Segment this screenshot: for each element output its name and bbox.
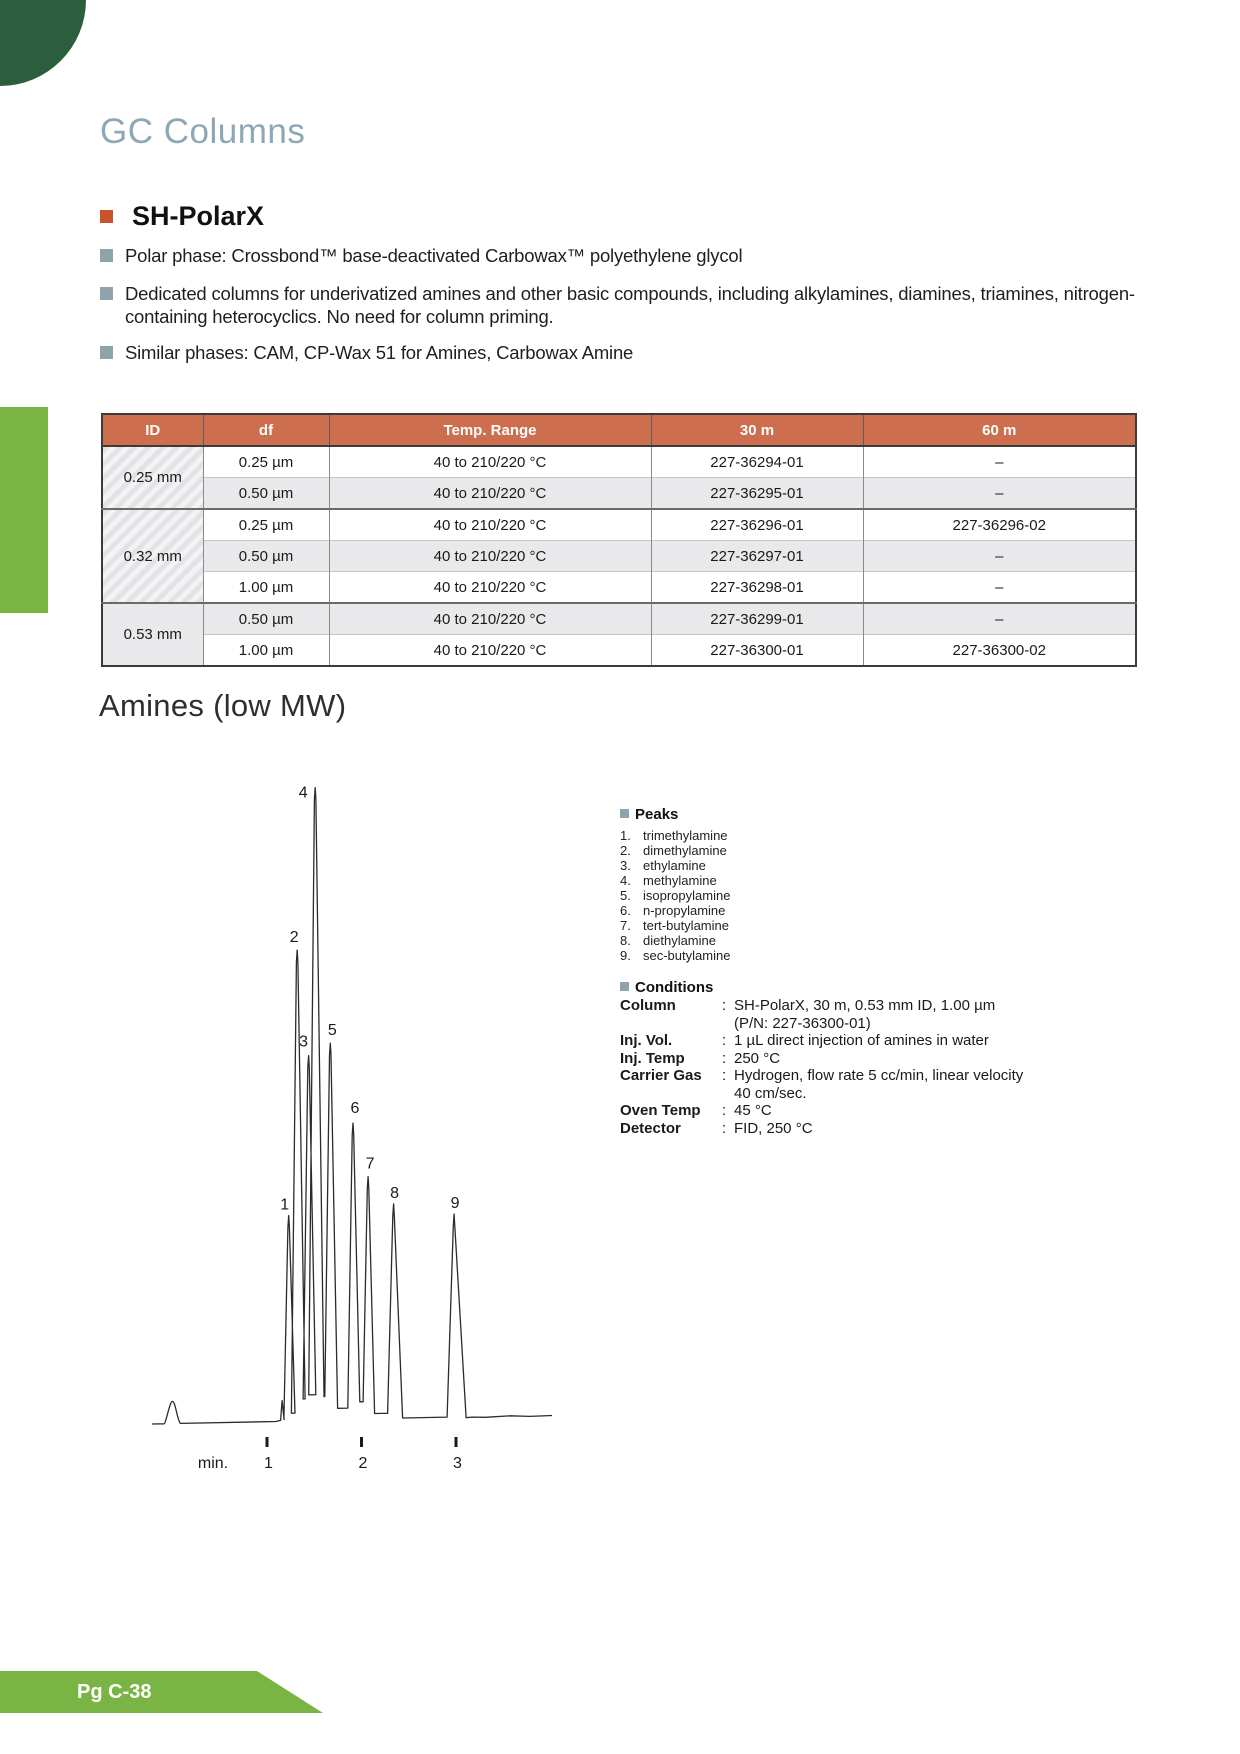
condition-row — [620, 1050, 1023, 1068]
pn-60m-cell: – — [863, 572, 1136, 604]
id-cell: 0.32 mm — [102, 509, 203, 603]
temp-cell: 40 to 210/220 °C — [329, 509, 651, 541]
pn-60m-cell: – — [863, 446, 1136, 478]
peak-number-label: 7 — [365, 1155, 375, 1173]
pn-30m-cell: 227-36297-01 — [651, 541, 863, 572]
pn-60m-cell: 227-36300-02 — [863, 635, 1136, 667]
condition-value: Hydrogen, flow rate 5 cc/min, linear velocity — [734, 1067, 1024, 1084]
id-cell: 0.53 mm — [102, 603, 203, 666]
pn-30m-cell: 227-36300-01 — [651, 635, 863, 667]
temp-cell: 40 to 210/220 °C — [329, 478, 651, 510]
condition-row — [620, 997, 1023, 1015]
temp-cell: 40 to 210/220 °C — [329, 446, 651, 478]
bullet-line-1: Dedicated columns for underivatized amines and other basic compounds, including alkylamines, diamines, triamines, nitrogen- — [125, 283, 1135, 304]
temp-cell: 40 to 210/220 °C — [329, 603, 651, 635]
temp-cell: 40 to 210/220 °C — [329, 635, 651, 667]
peak-number: 7. — [620, 918, 631, 933]
peak-legend-item — [620, 858, 730, 873]
condition-value: 250 °C — [734, 1049, 781, 1067]
peak-name: methylamine — [643, 873, 717, 888]
col-header-60m: 60 m — [863, 414, 1136, 446]
df-cell: 0.25 µm — [203, 446, 329, 478]
temp-cell: 40 to 210/220 °C — [329, 541, 651, 572]
x-axis-unit-label: min. — [197, 1455, 229, 1472]
condition-row — [620, 1067, 1023, 1085]
peak-name: tert-butylamine — [643, 918, 729, 933]
pn-60m-cell: – — [863, 541, 1136, 572]
condition-label: Column — [620, 997, 676, 1014]
pn-60m-cell: – — [863, 478, 1136, 510]
peak-number: 6. — [620, 903, 631, 918]
peak-number: 1. — [620, 828, 631, 843]
peak-name: dimethylamine — [643, 843, 727, 858]
conditions-title: Conditions — [635, 979, 714, 996]
df-cell: 0.25 µm — [203, 509, 329, 541]
peak-legend-item — [620, 918, 730, 933]
pn-30m-cell: 227-36296-01 — [651, 509, 863, 541]
peak-number: 2. — [620, 843, 631, 858]
peak-legend-item — [620, 843, 730, 858]
condition-value: 1 µL direct injection of amines in water — [734, 1032, 989, 1049]
conditions-rows — [620, 997, 1023, 1137]
pn-60m-cell: 227-36296-02 — [863, 509, 1136, 541]
conditions-square-icon — [620, 982, 629, 991]
condition-value: FID, 250 °C — [734, 1119, 813, 1137]
condition-label: Inj. Vol. — [620, 1032, 673, 1049]
condition-value: 45 °C — [734, 1102, 772, 1119]
condition-separator: : — [722, 997, 727, 1014]
x-axis-tick-label: 1 — [264, 1455, 273, 1472]
peak-number: 8. — [620, 933, 631, 948]
condition-row — [620, 1015, 1023, 1033]
condition-label: Inj. Temp — [620, 1049, 685, 1067]
df-cell: 0.50 µm — [203, 478, 329, 510]
condition-row — [620, 1032, 1023, 1050]
condition-separator: : — [722, 1032, 727, 1049]
pn-60m-cell: – — [863, 603, 1136, 635]
df-cell: 0.50 µm — [203, 603, 329, 635]
page-number-label: Pg C-38 — [77, 1681, 152, 1703]
col-header-30m: 30 m — [651, 414, 863, 446]
peak-number-label: 6 — [350, 1100, 360, 1118]
page-title: GC Columns — [100, 112, 306, 151]
peak-number-label: 8 — [390, 1184, 400, 1202]
bullet-text: Similar phases: CAM, CP-Wax 51 for Amines, Carbowax Amine — [125, 342, 634, 363]
peak-legend-item — [620, 933, 730, 948]
col-header-temp-range: Temp. Range — [329, 414, 651, 446]
peak-number: 5. — [620, 888, 631, 903]
df-cell: 1.00 µm — [203, 572, 329, 604]
bullet-text: Polar phase: Crossbond™ base-deactivated Carbowax™ polyethylene glycol — [125, 245, 743, 266]
bullet-line-2: containing heterocyclics. No need for column priming. — [125, 306, 554, 327]
condition-label: Carrier Gas — [620, 1067, 702, 1084]
peak-legend-item — [620, 948, 730, 963]
peaks-legend-items — [620, 828, 730, 963]
peak-legend-item — [620, 828, 730, 843]
pn-30m-cell: 227-36298-01 — [651, 572, 863, 604]
condition-label: Oven Temp — [620, 1102, 701, 1119]
condition-label: Detector — [620, 1119, 681, 1137]
df-cell: 1.00 µm — [203, 635, 329, 667]
df-cell: 0.50 µm — [203, 541, 329, 572]
condition-value: SH-PolarX, 30 m, 0.53 mm ID, 1.00 µm — [734, 997, 996, 1014]
section-title: SH-PolarX — [132, 201, 265, 231]
condition-separator: : — [722, 1119, 727, 1137]
peak-number: 9. — [620, 948, 631, 963]
col-header-df: df — [203, 414, 329, 446]
peak-number-label: 1 — [280, 1196, 290, 1214]
legend-square-icon — [620, 809, 629, 818]
peak-name: ethylamine — [643, 858, 706, 873]
peak-number-label: 4 — [298, 784, 308, 802]
peak-name: trimethylamine — [643, 828, 728, 843]
peak-name: isopropylamine — [643, 888, 731, 903]
condition-row — [620, 1120, 1023, 1138]
chromatogram-heading: Amines (low MW) — [99, 688, 347, 723]
col-header-id: ID — [102, 414, 203, 446]
condition-separator: : — [722, 1102, 727, 1119]
x-axis-tick-label: 3 — [453, 1455, 462, 1472]
temp-cell: 40 to 210/220 °C — [329, 572, 651, 604]
condition-value: (P/N: 227-36300-01) — [734, 1014, 871, 1032]
peak-legend-item — [620, 903, 730, 918]
peak-number-label: 3 — [299, 1033, 309, 1051]
pn-30m-cell: 227-36299-01 — [651, 603, 863, 635]
peak-name: n-propylamine — [643, 903, 726, 918]
peak-name: sec-butylamine — [643, 948, 731, 963]
x-axis-tick-label: 2 — [358, 1455, 368, 1472]
id-cell: 0.25 mm — [102, 446, 203, 509]
condition-separator: : — [722, 1049, 727, 1067]
peak-number: 3. — [620, 858, 631, 873]
peak-name: diethylamine — [643, 933, 716, 948]
pn-30m-cell: 227-36295-01 — [651, 478, 863, 510]
peak-number: 4. — [620, 873, 631, 888]
peak-legend-item — [620, 888, 730, 903]
peak-number-label: 5 — [327, 1022, 337, 1040]
peak-number-label: 2 — [289, 929, 299, 947]
peak-legend-item — [620, 873, 730, 888]
condition-value: 40 cm/sec. — [734, 1084, 807, 1102]
condition-row — [620, 1085, 1023, 1103]
peaks-legend-title: Peaks — [635, 806, 679, 823]
condition-separator: : — [722, 1067, 727, 1084]
pn-30m-cell: 227-36294-01 — [651, 446, 863, 478]
condition-row — [620, 1102, 1023, 1120]
peak-number-label: 9 — [450, 1195, 460, 1213]
